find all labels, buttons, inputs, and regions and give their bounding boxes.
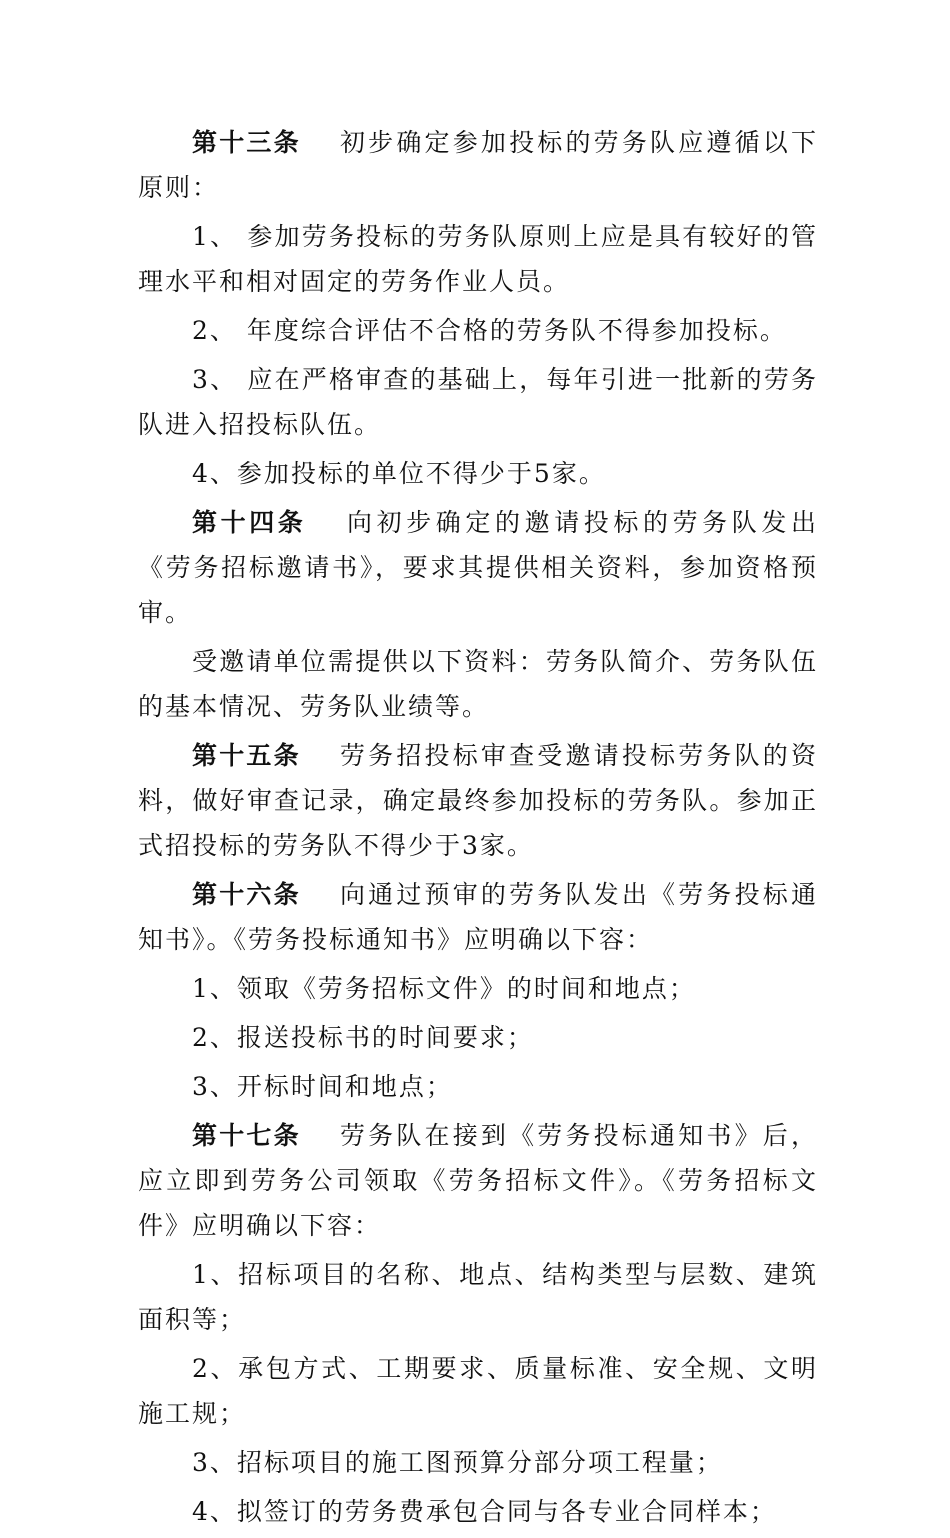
article-17-text: 劳务队在接到《劳务投标通知书》后，应立即到劳务公司领取《劳务招标文件》。《劳务招标文件》应明确以下容： [138, 1121, 818, 1240]
article-16-item-2: 2、报送投标书的时间要求； [192, 1023, 534, 1052]
article-16-item-1: 1、领取《劳务招标文件》的时间和地点； [192, 974, 696, 1003]
article-16-label: 第十六条 [192, 880, 301, 909]
article-14-extra: 受邀请单位需提供以下资料：劳务队简介、劳务队伍的基本情况、劳务队业绩等。 [138, 647, 818, 721]
article-17-item-4: 4、拟签订的劳务费承包合同与各专业合同样本； [192, 1497, 777, 1526]
article-17-item-1: 1、招标项目的名称、地点、结构类型与层数、建筑面积等； [138, 1260, 818, 1334]
article-13-item-1: 1、 参加劳务投标的劳务队原则上应是具有较好的管理水平和相对固定的劳务作业人员。 [138, 222, 818, 296]
article-15-label: 第十五条 [192, 741, 301, 770]
article-16 [138, 872, 818, 962]
article-16-item-3: 3、开标时间和地点； [192, 1072, 453, 1101]
article-17-item-3: 3、招标项目的施工图预算分部分项工程量； [192, 1448, 723, 1477]
article-14-text: 向初步确定的邀请投标的劳务队发出《劳务招标邀请书》，要求其提供相关资料，参加资格预审。 [138, 508, 818, 627]
article-13-item-3: 3、 应在严格审查的基础上，每年引进一批新的劳务队进入招投标队伍。 [138, 365, 818, 439]
article-13-label: 第十三条 [192, 128, 301, 157]
article-13 [138, 120, 818, 210]
article-13-item-2: 2、 年度综合评估不合格的劳务队不得参加投标。 [192, 316, 787, 345]
article-16-text: 向通过预审的劳务队发出《劳务投标通知书》。《劳务投标通知书》应明确以下容： [138, 880, 818, 954]
article-15-text: 劳务招投标审查受邀请投标劳务队的资料，做好审查记录，确定最终参加投标的劳务队。参加正式招投标的劳务队不得少于3家。 [138, 741, 818, 860]
article-13-text: 初步确定参加投标的劳务队应遵循以下原则： [138, 128, 818, 202]
document-body [138, 118, 818, 1538]
article-15 [138, 733, 818, 868]
article-17-label: 第十七条 [192, 1121, 301, 1150]
article-14 [138, 500, 818, 635]
article-13-item-4: 4、参加投标的单位不得少于5家。 [192, 459, 606, 488]
article-17 [138, 1113, 818, 1248]
article-17-item-2: 2、承包方式、工期要求、质量标准、安全规、文明施工规； [138, 1354, 818, 1428]
article-14-label: 第十四条 [192, 508, 307, 537]
